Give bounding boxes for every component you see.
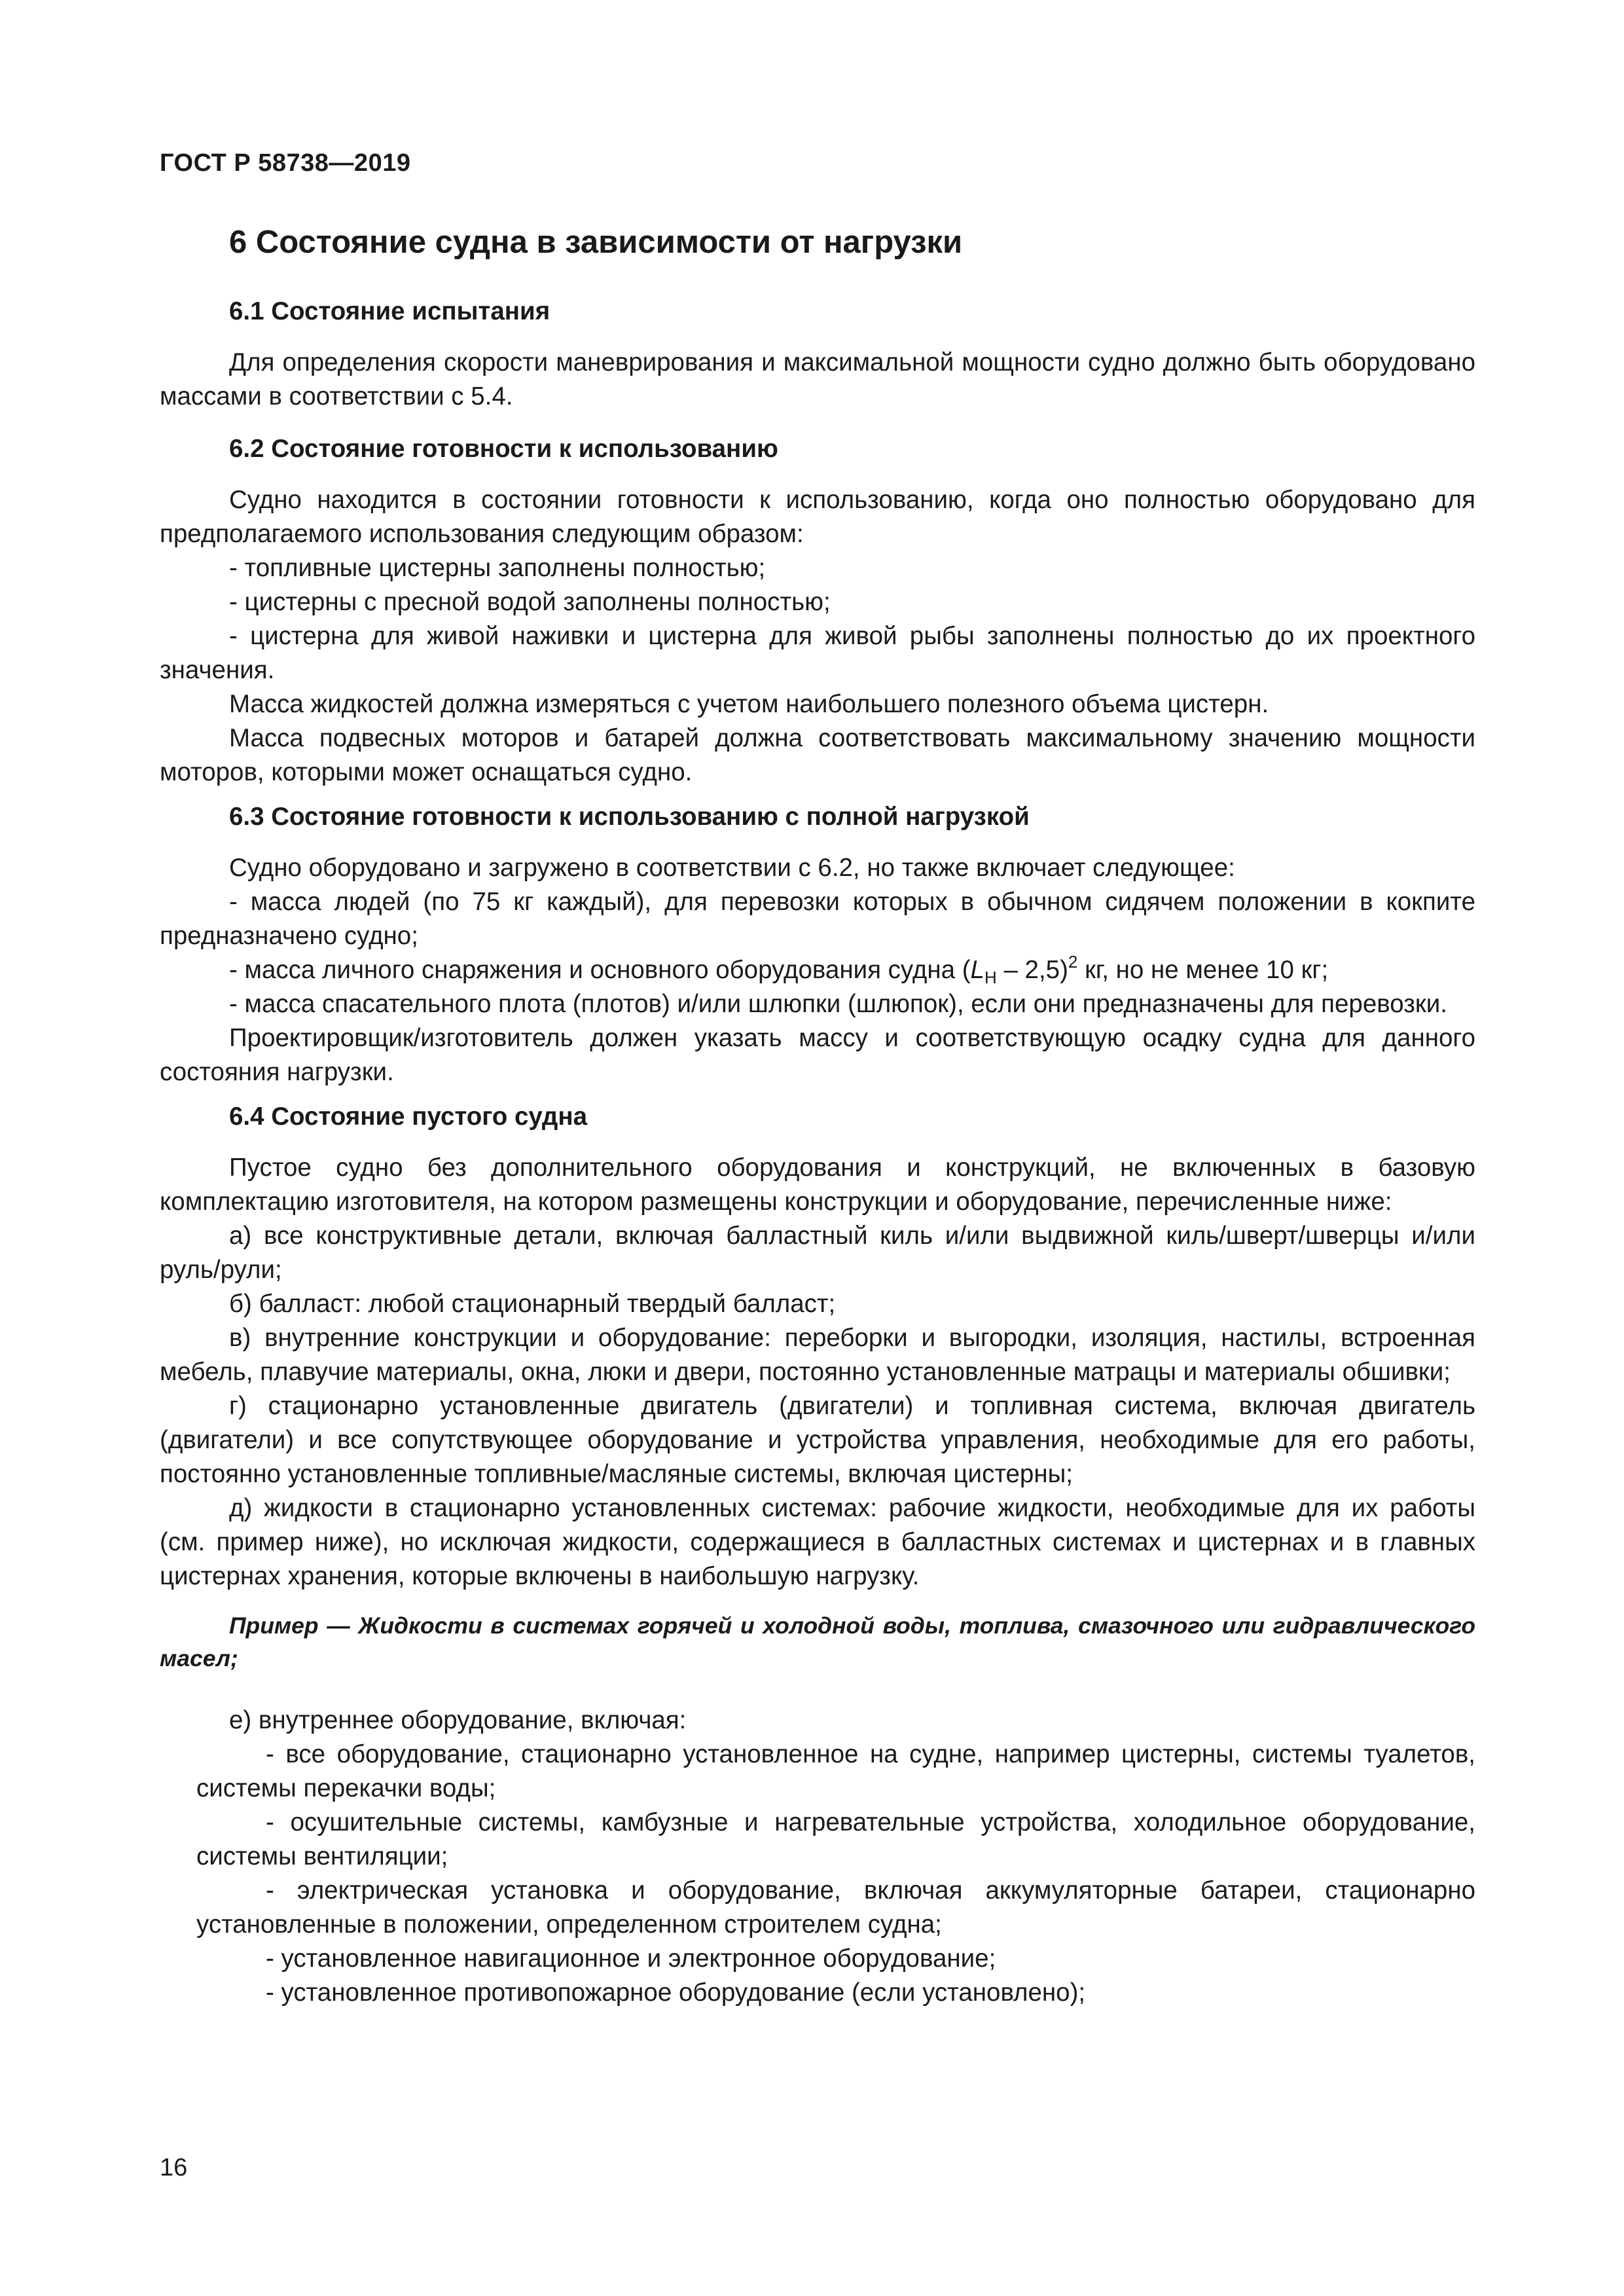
subsection-title-6-2: 6.2 Состояние готовности к использованию [229, 435, 778, 463]
list-item: - масса спасательного плота (плотов) и/или шлюпки (шлюпок), если они предназначены для перевозки. [229, 990, 1447, 1018]
list-item: - топливные цистерны заполнены полностью; [229, 554, 766, 582]
list-item: а) все конструктивные детали, включая балластный киль и/или выдвижной киль/шверт/шверцы и/или руль/рули; [160, 1222, 1475, 1284]
list-item: - масса людей (по 75 кг каждый), для перевозки которых в обычном сидячем положении в кокпите предназначено судно; [160, 888, 1475, 950]
list-item: д) жидкости в стационарно установленных системах: рабочие жидкости, необходимые для их работы (см. пример ниже), но исключая жидкости, содержащиеся в балластных системах и цистернах и в главных цистернах хранения, которые включены в наибольшую нагрузку. [160, 1494, 1475, 1590]
paragraph: Масса жидкостей должна измеряться с учетом наибольшего полезного объема цистерн. [229, 690, 1269, 718]
sub-list-item: - электрическая установка и оборудование, включая аккумуляторные батареи, стационарно установленные в положении, определенном строителем судна; [196, 1876, 1475, 1939]
list-item: г) стационарно установленные двигатель (двигатели) и топливная система, включая двигатель (двигатели) и все сопутствующее оборудование и устройства управления, необходимые для его работы, постоянно установленные топливные/масляные системы, включая цистерны; [160, 1392, 1475, 1488]
paragraph: Судно находится в состоянии готовности к использованию, когда оно полностью оборудовано для предполагаемого использования следующим образом: [160, 486, 1475, 548]
paragraph: Проектировщик/изготовитель должен указать массу и соответствующую осадку судна для данного состояния нагрузки. [160, 1024, 1475, 1086]
page-number: 16 [160, 2154, 188, 2181]
subsection-title-6-4: 6.4 Состояние пустого судна [229, 1102, 587, 1131]
list-item-formula: - масса личного снаряжения и основного оборудования судна $(L_H - 2,5)^2$ кг, но не менее 10 кг; [229, 952, 1329, 987]
example-note: Пример — Жидкости в системах горячей и холодной воды, топлива, смазочного или гидравлического масел; [160, 1613, 1475, 1671]
list-item: е) внутреннее оборудование, включая: [229, 1706, 687, 1734]
sub-list-item: - все оборудование, стационарно установленное на судне, например цистерны, системы туалетов, системы перекачки воды; [196, 1740, 1475, 1802]
paragraph: Пустое судно без дополнительного оборудования и конструкций, не включенных в базовую комплектацию изготовителя, на котором размещены конструкции и оборудование, перечисленные ниже: [160, 1154, 1475, 1216]
sub-list-item: - осушительные системы, камбузные и нагревательные устройства, холодильное оборудование, системы вентиляции; [196, 1808, 1475, 1870]
subsection-title-6-3: 6.3 Состояние готовности к использованию с полной нагрузкой [229, 803, 1030, 831]
sub-list-item: - установленное навигационное и электронное оборудование; [266, 1944, 996, 1973]
list-item: б) балласт: любой стационарный твердый балласт; [229, 1290, 836, 1318]
section-title: 6 Состояние судна в зависимости от нагрузки [229, 225, 963, 260]
sub-list-item: - установленное противопожарное оборудование (если установлено); [266, 1978, 1086, 2007]
list-item: - цистерна для живой наживки и цистерна для живой рыбы заполнены полностью до их проектного значения. [160, 622, 1475, 684]
paragraph: Масса подвесных моторов и батарей должна соответствовать максимальному значению мощности моторов, которыми может оснащаться судно. [160, 724, 1475, 786]
list-item: в) внутренние конструкции и оборудование: переборки и выгородки, изоляция, настилы, встроенная мебель, плавучие материалы, окна, люки и двери, постоянно установленные матрацы и материалы обшивки; [160, 1324, 1475, 1386]
document-header: ГОСТ Р 58738—2019 [160, 149, 411, 177]
paragraph: Судно оборудовано и загружено в соответствии с 6.2, но также включает следующее: [229, 854, 1235, 882]
page-content [160, 223, 1475, 2010]
paragraph: Для определения скорости маневрирования и максимальной мощности судно должно быть оборудовано массами в соответствии с 5.4. [160, 348, 1475, 410]
list-item: - цистерны с пресной водой заполнены полностью; [229, 588, 831, 616]
subsection-title-6-1: 6.1 Состояние испытания [229, 297, 550, 325]
